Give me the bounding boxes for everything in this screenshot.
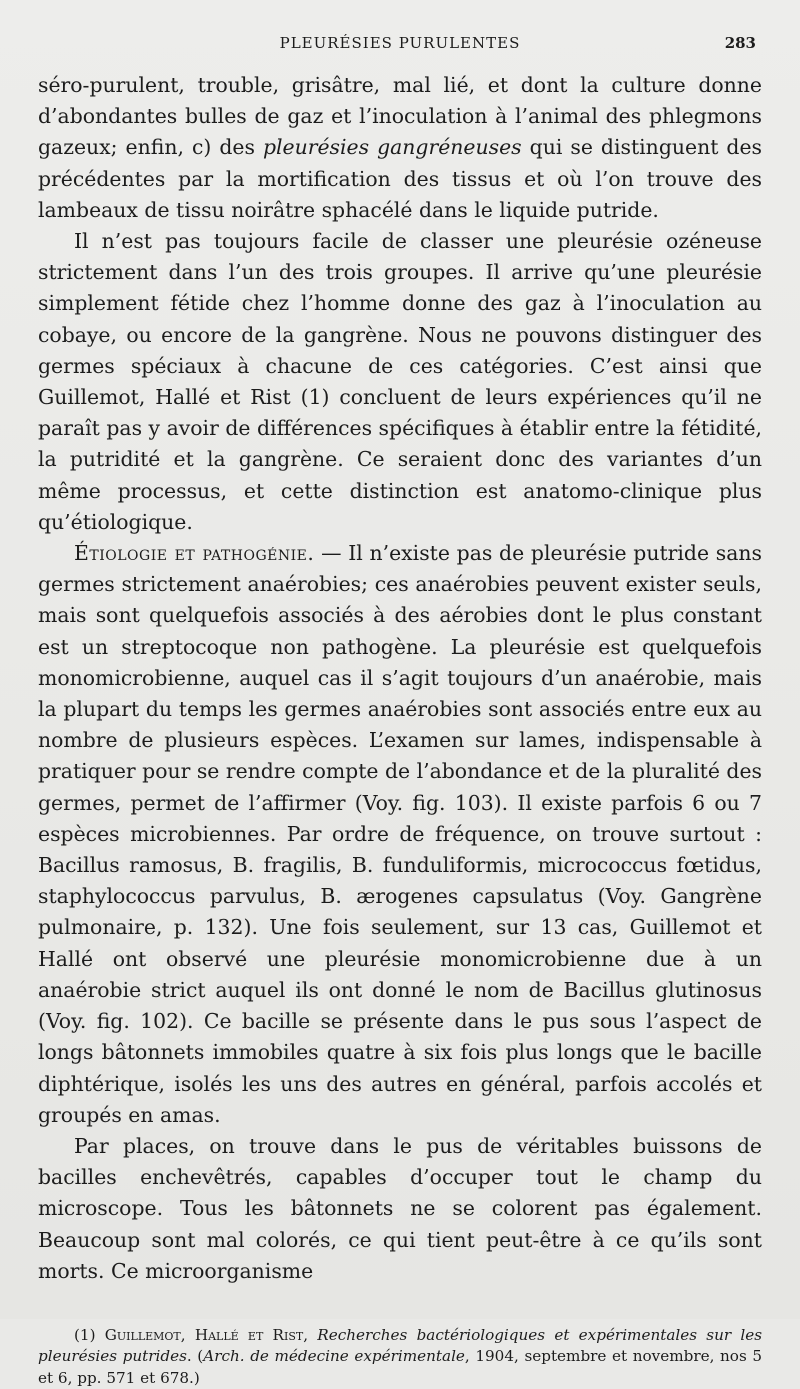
paragraph-1-text-b: qui se distinguent des précédentes par la mortification des tissus et où l’on trouve des lambeaux de tissu noirâtre sphacélé dans le liquide putride.	[38, 135, 763, 222]
section-heading: Étiologie et pathogénie.	[74, 541, 315, 566]
running-header	[38, 34, 762, 58]
paragraph-1-emphasis: pleurésies gangréneuses	[262, 135, 522, 160]
footnote-sep: ,	[303, 1325, 318, 1344]
paragraph-2: Il n’est pas toujours facile de classer une pleurésie ozéneuse strictement dans l’un des trois groupes. Il arrive qu’une pleurésie simplement fétide chez l’homme donne des gaz à l’inoculation au cobaye, ou encore de la gangrène. Nous ne pouvons distinguer des germes spéciaux à chacune de ces catégories. C’est ainsi que Guillemot, Hallé et Rist (1) concluent de leurs expériences qu’il ne paraît pas y avoir de différences spécifiques à établir entre la fétidité, la putridité et la gangrène. Ce seraient donc des variantes d’un même processus, et cette distinction est anatomo-clinique plus qu’étiologique.	[38, 229, 762, 534]
footnote-mark: (1)	[74, 1325, 105, 1344]
running-title: PLEURÉSIES PURULENTES	[279, 34, 521, 52]
paragraph-4: Par places, on trouve dans le pus de véritables buissons de bacilles enchevêtrés, capables d’occuper tout le champ du microscope. Tous les bâtonnets ne se colorent pas également. Beaucoup sont mal colorés, ce qui tient peut-être à ce qu’ils sont morts. Ce microorganisme	[38, 1133, 762, 1283]
paragraph-1-text-a: séro-purulent, trouble, grisâtre, mal lié, et dont la culture donne d’abondantes bulles de gaz et l’inoculation à l’animal des phlegmons gazeux; enfin, c) des	[38, 73, 762, 160]
footnote-authors: Guillemot, Hallé et Rist	[104, 1325, 304, 1344]
footnote-journal: Arch. de médecine expérimentale	[203, 1347, 465, 1366]
paragraph-3	[38, 538, 762, 1131]
footnote	[38, 1325, 762, 1389]
page-number: 283	[724, 34, 756, 52]
footnote-mid: . (	[186, 1347, 204, 1366]
paragraph-3-text: — Il n’existe pas de pleurésie putride sans germes strictement anaérobies; ces anaérobies peuvent exister seuls, mais sont quelquefois associés à des aérobies dont le plus constant est un streptocoque non pathogène. La pleurésie est quelquefois monomicrobienne, auquel cas il s’agit toujours d’un anaérobie, mais la plupart du temps les germes anaérobies sont associés entre eux au nombre de plusieurs espèces. L’examen sur lames, indispensable à pratiquer pour se rendre compte de l’abondance et de la pluralité des germes, permet de l’affirmer (Voy. fig. 103). Il existe parfois 6 ou 7 espèces microbiennes. Par ordre de fréquence, on trouve surtout : Bacillus ramosus, B. fragilis, B. funduliformis, micrococcus fœtidus, staphylococcus parvulus, B. ærogenes capsulatus (Voy. Gangrène pulmonaire, p. 132). Une fois seulement, sur 13 cas, Guillemot et Hallé ont observé une pleurésie monomicrobienne due à un anaérobie strict auquel ils ont donné le nom de Bacillus glutinosus (Voy. fig. 102). Ce bacille se présente dans le pus sous l’aspect de longs bâtonnets immobiles quatre à six fois plus longs que le bacille diphtérique, isolés les uns des autres en général, parfois accolés et groupés en amas.	[38, 541, 762, 1127]
footnote-title: Recherches bactériologiques et expérimentales sur les pleurésies putrides	[38, 1325, 762, 1366]
paragraph-1	[38, 70, 762, 226]
page-body	[38, 70, 762, 1389]
footnote-end: , 1904, septembre et novembre, nos 5 et 6, pp. 571 et 678.)	[38, 1347, 763, 1387]
